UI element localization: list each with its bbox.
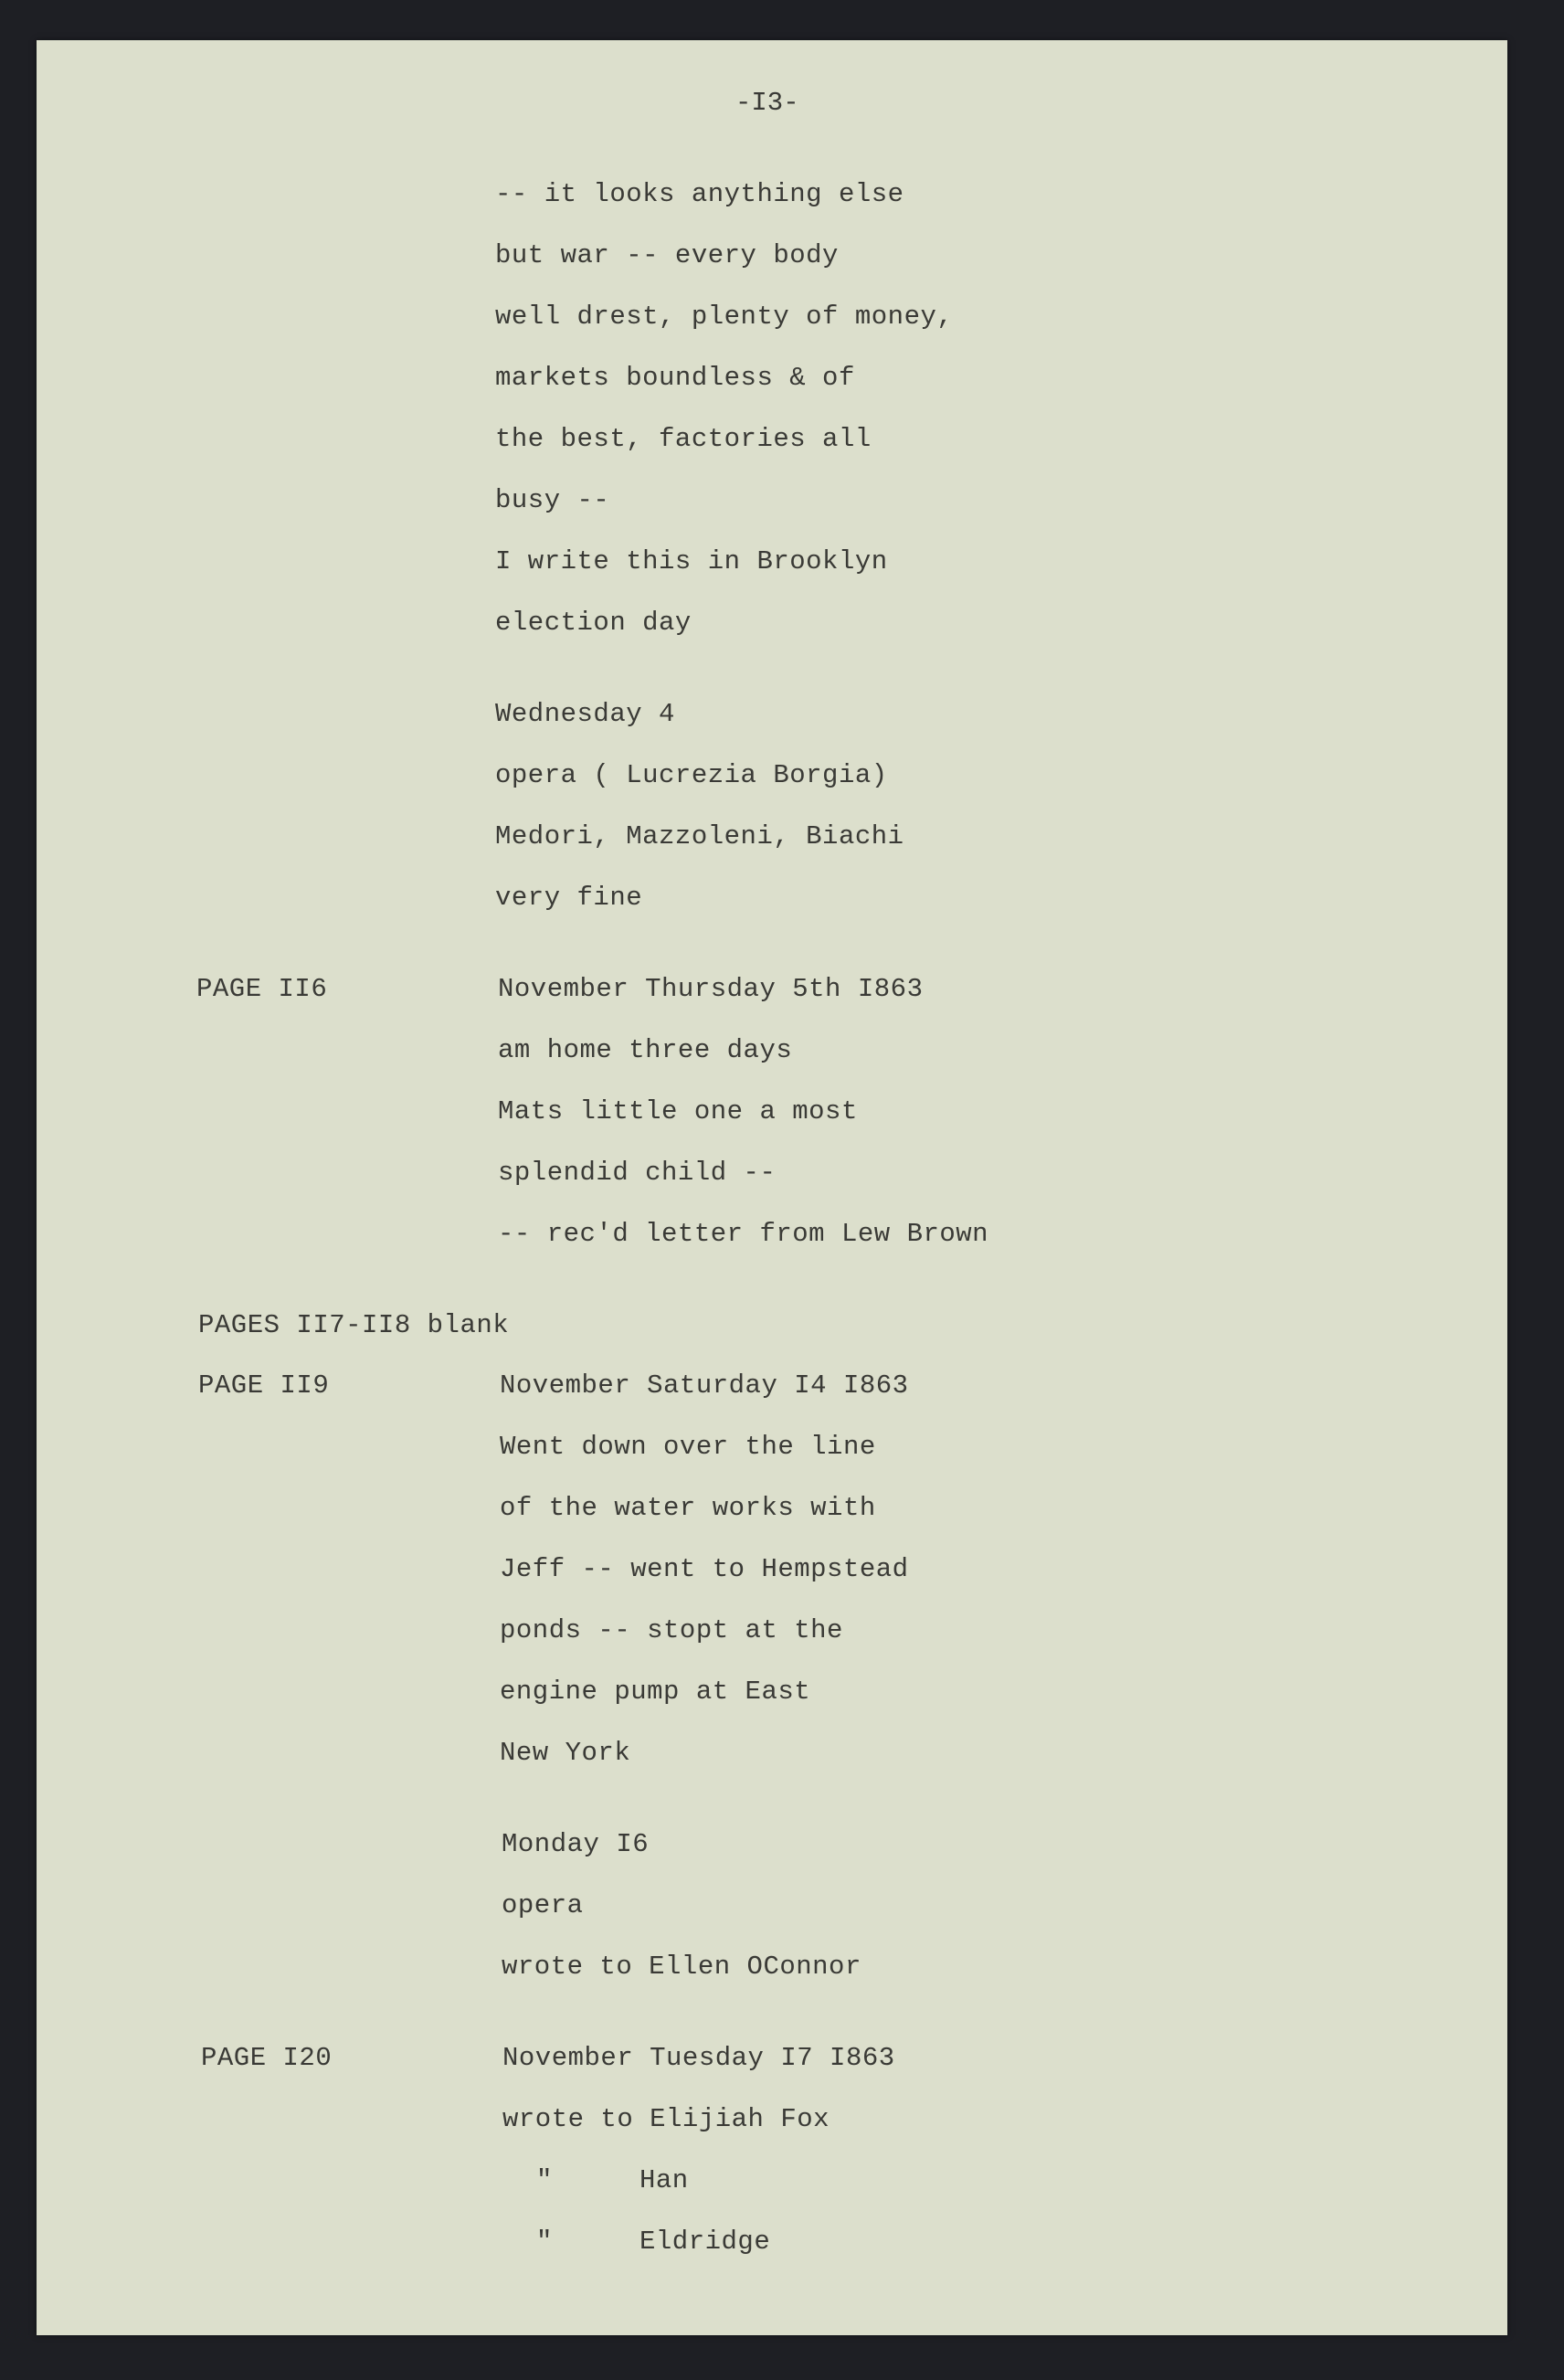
text-line: I write this in Brooklyn — [495, 546, 888, 576]
text-line: Mats little one a most — [498, 1096, 858, 1127]
text-line: November Saturday I4 I863 — [500, 1370, 909, 1401]
text-line: busy -- — [495, 485, 610, 515]
text-line: Eldridge — [639, 2227, 771, 2257]
text-line: November Tuesday I7 I863 — [502, 2043, 895, 2073]
text-line: New York — [500, 1738, 631, 1768]
text-line: wrote to Elijiah Fox — [502, 2104, 830, 2134]
text-line: opera ( Lucrezia Borgia) — [495, 760, 888, 790]
text-line: am home three days — [498, 1035, 793, 1065]
text-line: Han — [639, 2165, 689, 2195]
text-line: -- it looks anything else — [495, 179, 904, 209]
text-line: but war -- every body — [495, 240, 839, 270]
text-line: wrote to Ellen OConnor — [502, 1952, 861, 1982]
text-line: opera — [502, 1890, 584, 1920]
text-line: of the water works with — [500, 1493, 876, 1523]
text-line: very fine — [495, 883, 643, 913]
page-label: PAGES II7-II8 blank — [198, 1310, 510, 1340]
text-line: election day — [495, 608, 692, 638]
text-line: splendid child -- — [498, 1158, 777, 1188]
text-line: well drest, plenty of money, — [495, 301, 954, 332]
text-line: markets boundless & of — [495, 363, 855, 393]
text-line: November Thursday 5th I863 — [498, 974, 924, 1004]
text-line: -- rec'd letter from Lew Brown — [498, 1219, 989, 1249]
text-line: Monday I6 — [502, 1829, 650, 1859]
typed-page — [37, 40, 1507, 2335]
ditto-mark: " — [536, 2165, 553, 2195]
page-label: PAGE II9 — [198, 1370, 330, 1401]
text-line: Medori, Mazzoleni, Biachi — [495, 821, 904, 852]
page-label: PAGE I20 — [201, 2043, 333, 2073]
page-number: -I3- — [735, 88, 799, 118]
text-line: the best, factories all — [495, 424, 872, 454]
text-line: Wednesday 4 — [495, 699, 675, 729]
text-line: ponds -- stopt at the — [500, 1615, 843, 1645]
text-line: Jeff -- went to Hempstead — [500, 1554, 909, 1584]
page-label: PAGE II6 — [196, 974, 328, 1004]
text-line: engine pump at East — [500, 1677, 811, 1707]
text-line: Went down over the line — [500, 1432, 876, 1462]
ditto-mark: " — [536, 2227, 553, 2257]
